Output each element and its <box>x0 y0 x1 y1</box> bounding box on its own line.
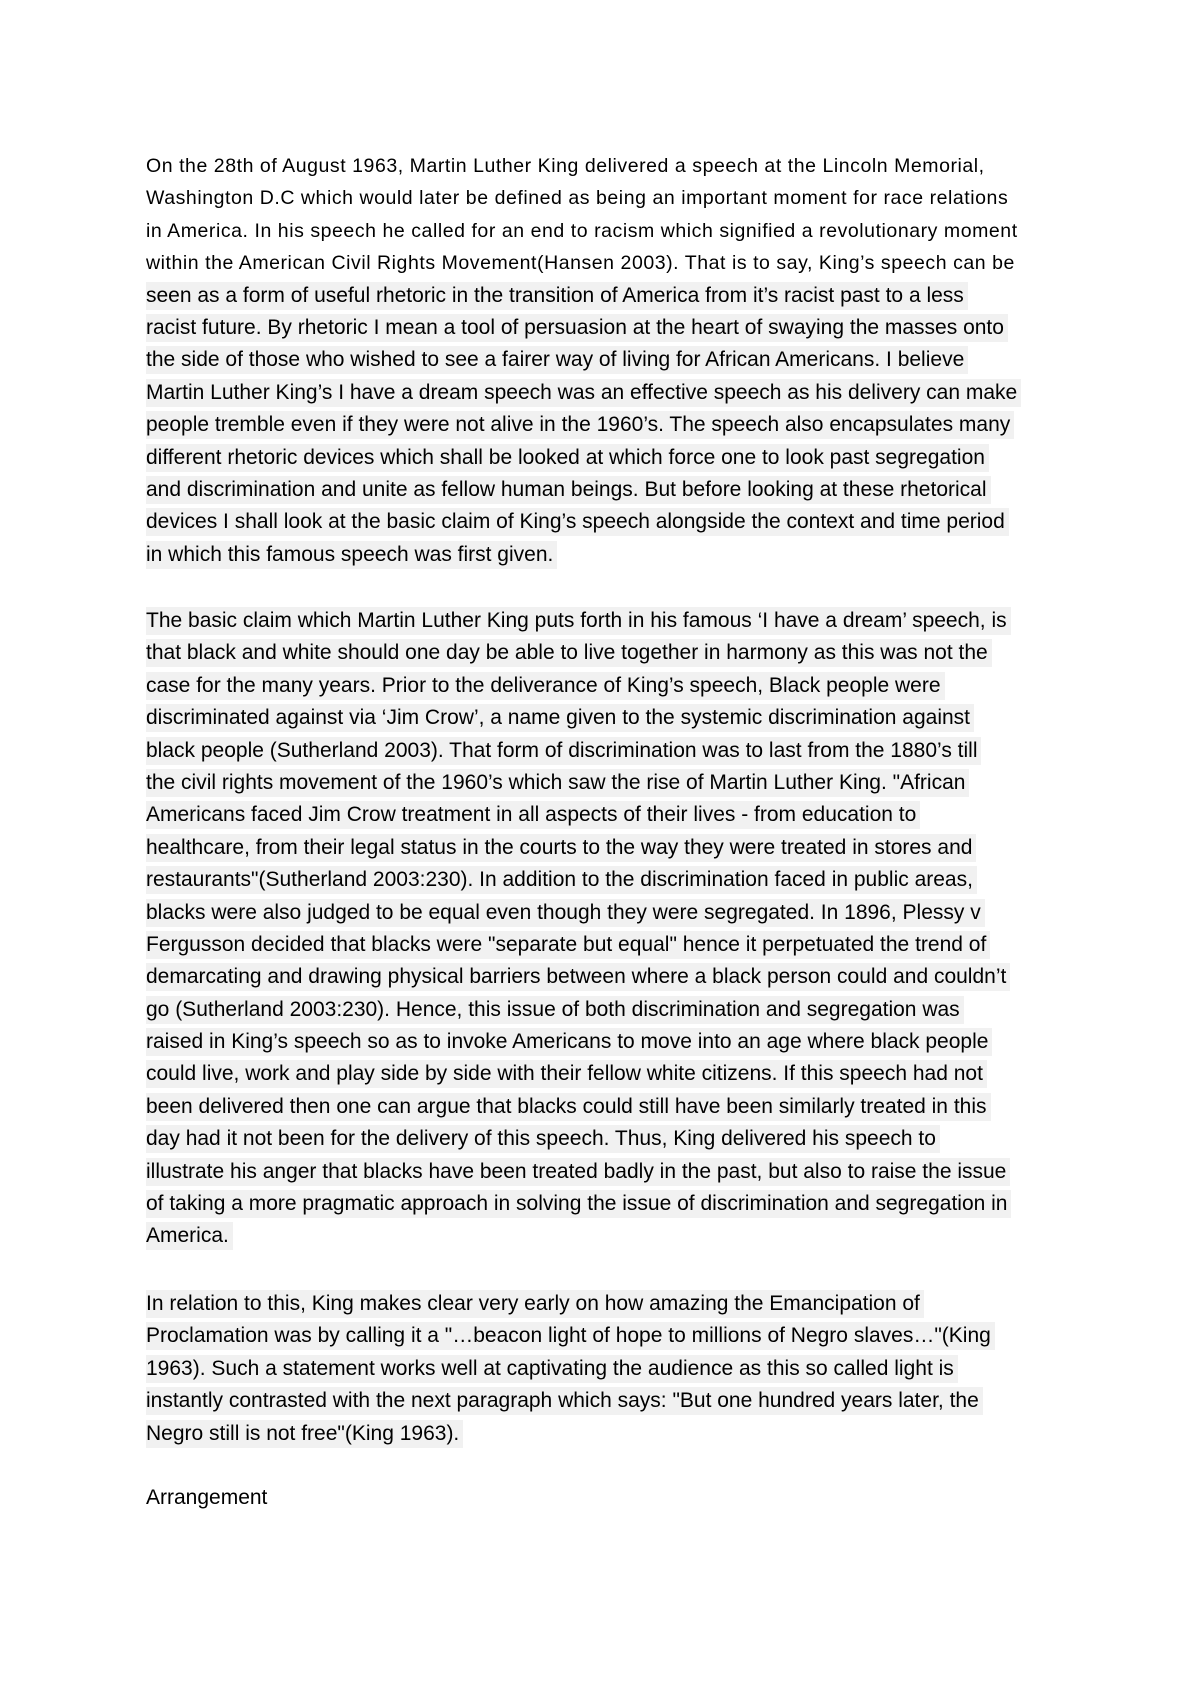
line-text: in which this famous speech was first given. <box>146 541 557 569</box>
line-text: restaurants"(Sutherland 2003:230). In addition to the discrimination faced in public areas, <box>146 866 977 894</box>
line-text: instantly contrasted with the next paragraph which says: "But one hundred years later, the <box>146 1387 983 1415</box>
line-text: day had it not been for the delivery of this speech. Thus, King delivered his speech to <box>146 1125 940 1153</box>
line-text: discriminated against via ‘Jim Crow’, a name given to the systemic discrimination against <box>146 704 974 732</box>
text-line <box>146 442 1076 474</box>
text-line <box>146 1353 1076 1385</box>
line-text: Negro still is not free"(King 1963). <box>146 1420 463 1448</box>
text-line <box>146 280 1076 312</box>
line-text: Martin Luther King’s I have a dream speech was an effective speech as his delivery can make <box>146 379 1021 407</box>
text-line <box>146 799 1076 831</box>
text-line <box>146 1385 1076 1417</box>
text-line <box>146 832 1076 864</box>
heading-text: Arrangement <box>146 1486 268 1509</box>
text-line <box>146 670 1076 702</box>
line-text: America. <box>146 1222 233 1250</box>
line-text: Americans faced Jim Crow treatment in all aspects of their lives - from education to <box>146 801 920 829</box>
text-line <box>146 247 1076 279</box>
line-text: Washington D.C which would later be defined as being an important moment for race relations <box>146 187 1009 210</box>
line-text: could live, work and play side by side with their fellow white citizens. If this speech had not <box>146 1060 987 1088</box>
text-line <box>146 1091 1076 1123</box>
text-line <box>146 506 1076 538</box>
line-text: case for the many years. Prior to the deliverance of King’s speech, Black people were <box>146 672 945 700</box>
text-line <box>146 929 1076 961</box>
line-text: Proclamation was by calling it a "…beacon light of hope to millions of Negro slaves…"(King <box>146 1322 995 1350</box>
line-text: been delivered then one can argue that blacks could still have been similarly treated in this <box>146 1093 991 1121</box>
line-text: 1963). Such a statement works well at captivating the audience as this so called light is <box>146 1355 958 1383</box>
line-text: the civil rights movement of the 1960’s which saw the rise of Martin Luther King. "African <box>146 769 969 797</box>
line-text: black people (Sutherland 2003). That form of discrimination was to last from the 1880’s till <box>146 737 981 765</box>
text-line <box>146 1320 1076 1352</box>
text-line <box>146 409 1076 441</box>
text-line <box>146 864 1076 896</box>
line-text: the side of those who wished to see a fairer way of living for African Americans. I believe <box>146 346 968 374</box>
text-line <box>146 994 1076 1026</box>
text-line <box>146 474 1076 506</box>
line-text: racist future. By rhetoric I mean a tool of persuasion at the heart of swaying the masses onto <box>146 314 1008 342</box>
line-text: healthcare, from their legal status in the courts to the way they were treated in stores and <box>146 834 976 862</box>
line-text: illustrate his anger that blacks have been treated badly in the past, but also to raise the issue <box>146 1158 1010 1186</box>
line-text: demarcating and drawing physical barriers between where a black person could and couldn’t <box>146 963 1010 991</box>
heading-line <box>146 1482 1076 1514</box>
text-line <box>146 637 1076 669</box>
text-line <box>146 1188 1076 1220</box>
paragraph-basic-claim <box>146 605 1076 1253</box>
text-line <box>146 767 1076 799</box>
line-text: The basic claim which Martin Luther King puts forth in his famous ‘I have a dream’ speech, is <box>146 607 1011 635</box>
line-text: different rhetoric devices which shall be looked at which force one to look past segregation <box>146 444 989 472</box>
text-line <box>146 1288 1076 1320</box>
text-line <box>146 312 1076 344</box>
paragraph-introduction <box>146 150 1076 571</box>
text-line <box>146 605 1076 637</box>
line-text: In relation to this, King makes clear very early on how amazing the Emancipation of <box>146 1290 924 1318</box>
line-text: people tremble even if they were not alive in the 1960’s. The speech also encapsulates many <box>146 411 1014 439</box>
line-text: of taking a more pragmatic approach in solving the issue of discrimination and segregation in <box>146 1190 1011 1218</box>
line-text: and discrimination and unite as fellow human beings. But before looking at these rhetorical <box>146 476 991 504</box>
text-line <box>146 1123 1076 1155</box>
text-line <box>146 1418 1076 1450</box>
section-heading <box>146 1482 1076 1514</box>
line-text: seen as a form of useful rhetoric in the transition of America from it’s racist past to a less <box>146 282 968 310</box>
text-line <box>146 344 1076 376</box>
text-line <box>146 1058 1076 1090</box>
line-text: blacks were also judged to be equal even though they were segregated. In 1896, Plessy v <box>146 899 985 927</box>
line-text: that black and white should one day be able to live together in harmony as this was not the <box>146 639 992 667</box>
text-line <box>146 702 1076 734</box>
text-line <box>146 377 1076 409</box>
text-line <box>146 961 1076 993</box>
line-text: Fergusson decided that blacks were "separate but equal" hence it perpetuated the trend of <box>146 931 990 959</box>
line-text: devices I shall look at the basic claim of King’s speech alongside the context and time period <box>146 508 1009 536</box>
line-text: On the 28th of August 1963, Martin Luther King delivered a speech at the Lincoln Memorial, <box>146 155 985 177</box>
text-line <box>146 1220 1076 1252</box>
line-text: within the American Civil Rights Movement(Hansen 2003). That is to say, King’s speech can be <box>146 252 1015 275</box>
text-line <box>146 539 1076 571</box>
text-line <box>146 1026 1076 1058</box>
text-line <box>146 1156 1076 1188</box>
text-line <box>146 182 1076 214</box>
text-line <box>146 150 1076 182</box>
text-line <box>146 215 1076 247</box>
line-text: in America. In his speech he called for an end to racism which signified a revolutionary moment <box>146 219 1018 242</box>
line-text: go (Sutherland 2003:230). Hence, this issue of both discrimination and segregation was <box>146 996 964 1024</box>
text-line <box>146 735 1076 767</box>
text-line <box>146 897 1076 929</box>
line-text: raised in King’s speech so as to invoke Americans to move into an age where black people <box>146 1028 992 1056</box>
paragraph-emancipation <box>146 1288 1076 1450</box>
